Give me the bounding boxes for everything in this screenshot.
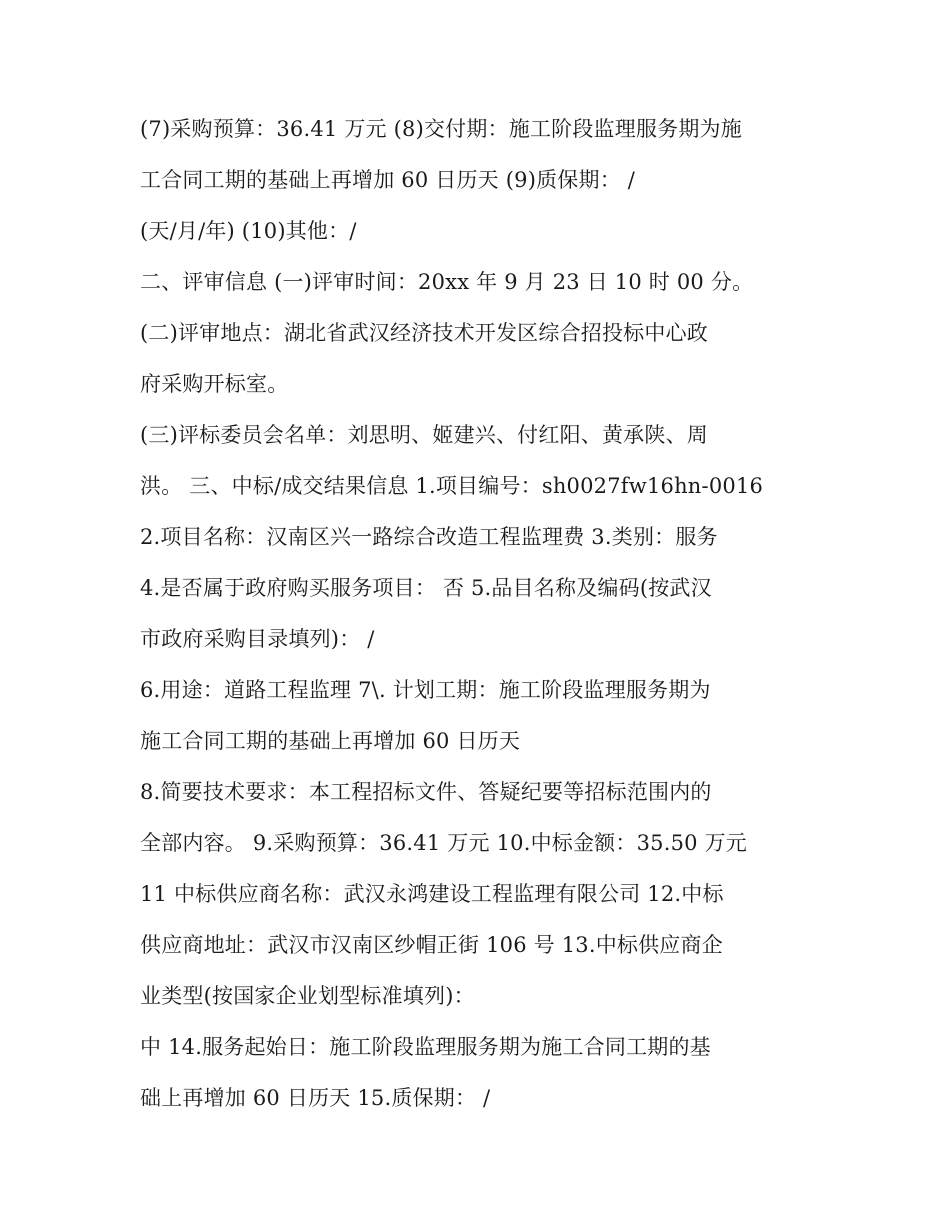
text-line: (7)采购预算：36.41 万元 (8)交付期：施工阶段监理服务期为施 [140,117,742,141]
text-line: 施工合同工期的基础上再增加 60 日历天 [140,729,521,753]
text-line: 业类型(按国家企业划型标准填列)： [140,984,475,1008]
text-line: 8.简要技术要求：本工程招标文件、答疑纪要等招标范围内的 [140,780,712,804]
text-line: 洪。 三、中标/成交结果信息 1.项目编号：sh0027fw16hn-0016 [140,474,764,498]
text-line: 础上再增加 60 日历天 15.质保期： / [140,1086,491,1110]
text-line: 二、评审信息 (一)评审时间：20xx 年 9 月 23 日 10 时 00 分。 [140,270,754,294]
text-line: 中 14.服务起始日：施工阶段监理服务期为施工合同工期的基 [140,1035,711,1059]
document-body [140,109,820,1129]
text-line: (三)评标委员会名单：刘思明、姬建兴、付红阳、黄承陕、周 [140,423,708,447]
text-line: (天/月/年) (10)其他：/ [140,219,357,243]
text-line: 2.项目名称：汉南区兴一路综合改造工程监理费 3.类别：服务 [140,525,718,549]
text-line: 6.用途：道路工程监理 7\. 计划工期：施工阶段监理服务期为 [140,678,711,702]
text-line: 全部内容。 9.采购预算：36.41 万元 10.中标金额：35.50 万元 [140,831,747,855]
text-line: 市政府采购目录填列)： / [140,627,375,651]
text-line: 府采购开标室。 [140,372,289,396]
text-line: 11 中标供应商名称：武汉永鸿建设工程监理有限公司 12.中标 [140,882,724,906]
text-line: (二)评审地点：湖北省武汉经济技术开发区综合招投标中心政 [140,321,708,345]
text-line: 工合同工期的基础上再增加 60 日历天 (9)质保期： / [140,168,636,192]
text-line: 供应商地址：武汉市汉南区纱帽正街 106 号 13.中标供应商企 [140,933,723,957]
text-line: 4.是否属于政府购买服务项目： 否 5.品目名称及编码(按武汉 [140,576,712,600]
